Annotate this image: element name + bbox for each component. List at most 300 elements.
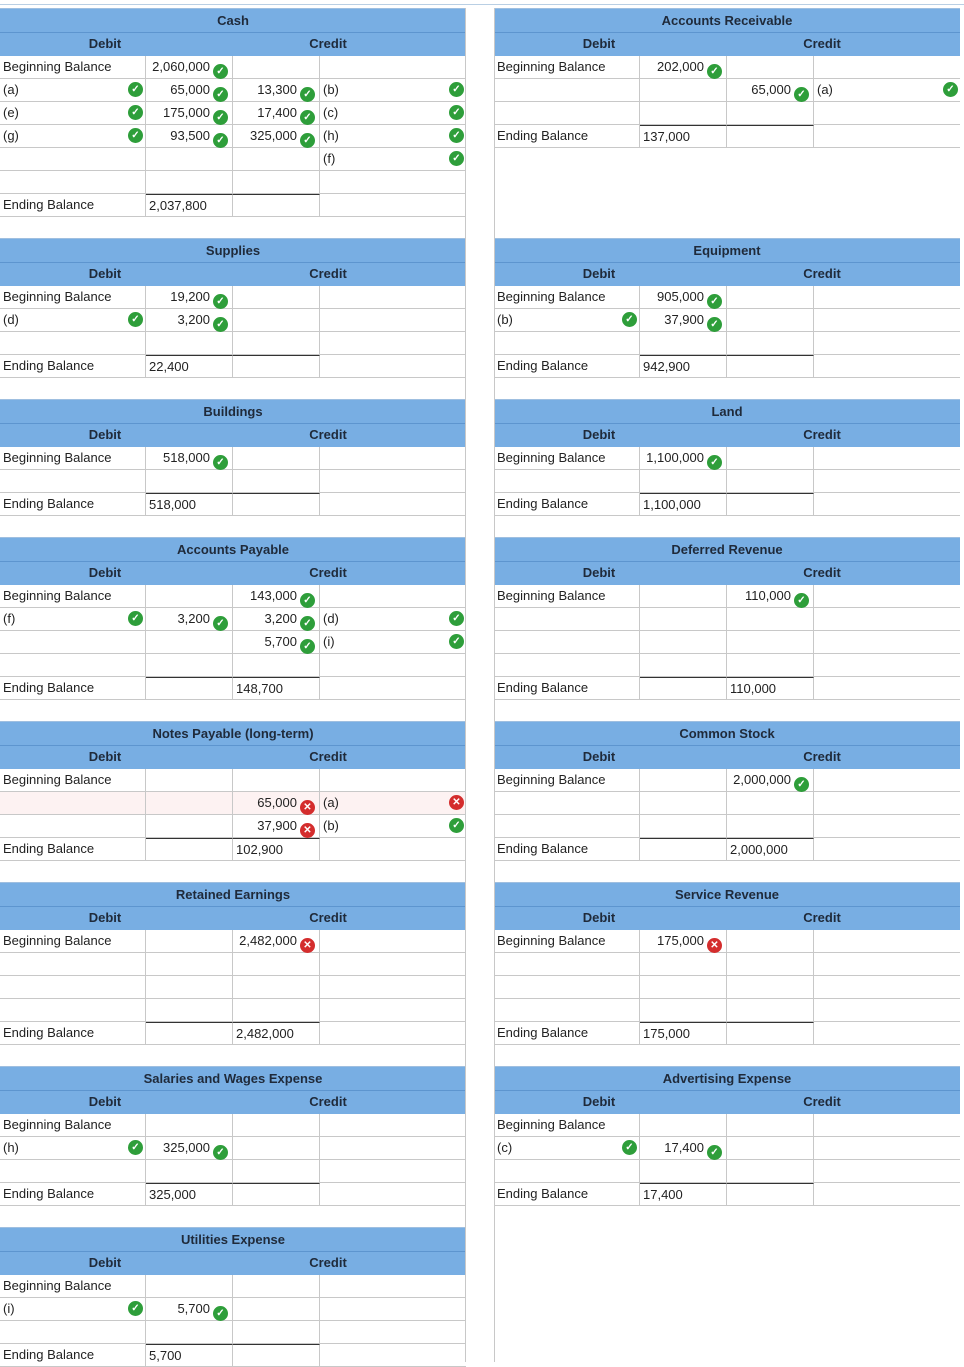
credit-entry-label: [814, 447, 960, 469]
beginning-balance-row: [0, 1114, 466, 1137]
debit-amount[interactable]: [146, 769, 233, 791]
credit-entry-label: [320, 792, 466, 814]
credit-value: 325,000: [250, 128, 297, 143]
debit-amount[interactable]: [640, 355, 727, 377]
credit-amount[interactable]: [233, 171, 320, 193]
credit-amount[interactable]: [233, 792, 320, 814]
debit-amount[interactable]: [146, 585, 233, 607]
credit-amount[interactable]: [233, 470, 320, 492]
credit-amount[interactable]: [727, 102, 814, 124]
credit-amount[interactable]: [727, 125, 814, 147]
debit-value: 942,900: [643, 359, 690, 374]
debit-amount[interactable]: [146, 930, 233, 952]
debit-amount[interactable]: [146, 332, 233, 354]
row-label: [494, 792, 640, 814]
credit-amount[interactable]: [233, 1114, 320, 1136]
debit-amount[interactable]: [640, 838, 727, 860]
account-title: Accounts Receivable: [494, 8, 960, 32]
column-header: [494, 1090, 960, 1114]
entry-row: [0, 102, 466, 125]
debit-value: 518,000: [163, 450, 210, 465]
credit-amount[interactable]: [233, 355, 320, 377]
debit-amount[interactable]: [146, 355, 233, 377]
row-label: [0, 309, 146, 331]
credit-amount[interactable]: [727, 470, 814, 492]
debit-amount[interactable]: [640, 56, 727, 78]
credit-entry-label: [320, 654, 466, 676]
debit-amount[interactable]: [640, 999, 727, 1021]
credit-amount[interactable]: [727, 654, 814, 676]
debit-amount[interactable]: [640, 493, 727, 515]
credit-amount[interactable]: [233, 585, 320, 607]
credit-entry-label: [814, 56, 960, 78]
row-label: [0, 815, 146, 837]
credit-amount[interactable]: [233, 1160, 320, 1182]
debit-amount[interactable]: [146, 608, 233, 630]
credit-value: 3,200: [264, 611, 297, 626]
credit-entry-label: [320, 194, 466, 216]
credit-amount[interactable]: [233, 654, 320, 676]
row-label: [0, 56, 146, 78]
account-title: Utilities Expense: [0, 1227, 466, 1251]
entry-row: [0, 470, 466, 493]
row-label: [0, 171, 146, 193]
row-label: [0, 194, 146, 216]
credit-amount[interactable]: [727, 815, 814, 837]
debit-amount[interactable]: [146, 56, 233, 78]
credit-amount[interactable]: [233, 1183, 320, 1205]
credit-entry-label: [320, 1275, 466, 1297]
debit-amount[interactable]: [146, 1298, 233, 1320]
credit-amount[interactable]: [727, 1114, 814, 1136]
check-circle-icon: ✓: [449, 151, 464, 166]
credit-entry-label: [814, 769, 960, 791]
credit-entry-label: [814, 608, 960, 630]
debit-amount[interactable]: [146, 286, 233, 308]
credit-amount[interactable]: [727, 493, 814, 515]
credit-amount[interactable]: [727, 56, 814, 78]
beginning-balance-row: [494, 447, 960, 470]
credit-amount[interactable]: [233, 608, 320, 630]
check-circle-icon: ✓: [213, 317, 228, 332]
credit-amount[interactable]: [727, 976, 814, 998]
row-label-text: Ending Balance: [3, 1186, 95, 1201]
debit-amount[interactable]: [146, 1022, 233, 1044]
debit-amount[interactable]: [640, 953, 727, 975]
entry-row: [494, 102, 960, 125]
check-circle-icon: ✓: [128, 312, 143, 327]
row-label-text: Beginning Balance: [3, 1117, 112, 1132]
credit-amount[interactable]: [233, 309, 320, 331]
credit-amount[interactable]: [233, 194, 320, 216]
account-title: Retained Earnings: [0, 882, 466, 906]
debit-amount[interactable]: [640, 470, 727, 492]
credit-entry-label: [814, 1183, 960, 1205]
credit-value: 148,700: [236, 681, 283, 696]
credit-amount[interactable]: [233, 1022, 320, 1044]
credit-amount[interactable]: [727, 355, 814, 377]
credit-amount[interactable]: [233, 1321, 320, 1343]
ending-balance-row: [0, 194, 466, 217]
debit-value: 905,000: [657, 289, 704, 304]
credit-amount[interactable]: [233, 953, 320, 975]
debit-amount[interactable]: [640, 815, 727, 837]
debit-amount[interactable]: [146, 1321, 233, 1343]
check-circle-icon: ✓: [213, 1306, 228, 1321]
debit-amount[interactable]: [146, 838, 233, 860]
row-label-text: Ending Balance: [497, 1025, 589, 1040]
row-label: [494, 930, 640, 952]
credit-amount[interactable]: [233, 930, 320, 952]
credit-header: Credit: [803, 427, 841, 442]
beginning-balance-row: [0, 585, 466, 608]
account-title: Accounts Payable: [0, 537, 466, 561]
debit-amount[interactable]: [640, 769, 727, 791]
debit-amount[interactable]: [146, 1275, 233, 1297]
column-header: [0, 1251, 466, 1275]
debit-amount[interactable]: [146, 631, 233, 653]
credit-amount[interactable]: [727, 286, 814, 308]
check-circle-icon: ✓: [128, 1140, 143, 1155]
row-label: [0, 930, 146, 952]
credit-amount[interactable]: [233, 148, 320, 170]
credit-label-text: (d): [323, 611, 339, 626]
credit-amount[interactable]: [233, 1298, 320, 1320]
credit-amount[interactable]: [233, 332, 320, 354]
debit-amount[interactable]: [146, 79, 233, 101]
credit-entry-label: [814, 1114, 960, 1136]
entry-row: [0, 332, 466, 355]
credit-amount[interactable]: [233, 838, 320, 860]
entry-row: [494, 608, 960, 631]
check-circle-icon: ✓: [794, 87, 809, 102]
check-circle-icon: ✓: [213, 294, 228, 309]
row-label: [0, 792, 146, 814]
debit-amount[interactable]: [146, 470, 233, 492]
x-circle-icon: ✕: [449, 795, 464, 810]
credit-amount[interactable]: [727, 792, 814, 814]
debit-amount[interactable]: [640, 1183, 727, 1205]
row-label: [0, 332, 146, 354]
credit-entry-label: [320, 332, 466, 354]
row-label-text: Beginning Balance: [497, 450, 606, 465]
credit-entry-label: [320, 171, 466, 193]
row-label: [0, 493, 146, 515]
entry-row: [494, 1160, 960, 1183]
row-label-text: (c): [497, 1140, 513, 1155]
ending-balance-row: [0, 493, 466, 516]
credit-entry-label: [320, 102, 466, 124]
credit-amount[interactable]: [233, 102, 320, 124]
debit-value: 3,200: [177, 312, 210, 327]
entry-row: [0, 631, 466, 654]
debit-amount[interactable]: [640, 608, 727, 630]
debit-header: Debit: [582, 565, 616, 580]
debit-amount[interactable]: [640, 654, 727, 676]
entry-row: [0, 953, 466, 976]
row-label: [494, 355, 640, 377]
column-header: [0, 906, 466, 930]
debit-value: 202,000: [657, 59, 704, 74]
debit-header: Debit: [582, 427, 616, 442]
debit-amount[interactable]: [640, 286, 727, 308]
credit-amount[interactable]: [727, 677, 814, 699]
row-label-text: Beginning Balance: [497, 289, 606, 304]
row-label: [494, 470, 640, 492]
credit-amount[interactable]: [233, 976, 320, 998]
credit-entry-label: [814, 125, 960, 147]
beginning-balance-row: [0, 930, 466, 953]
debit-amount[interactable]: [640, 79, 727, 101]
debit-amount[interactable]: [146, 677, 233, 699]
credit-amount[interactable]: [727, 1137, 814, 1159]
credit-amount[interactable]: [233, 447, 320, 469]
beginning-balance-row: [0, 769, 466, 792]
debit-amount[interactable]: [146, 171, 233, 193]
account-service-revenue: [494, 882, 960, 1045]
ending-balance-row: [494, 1022, 960, 1045]
account-title: Service Revenue: [494, 882, 960, 906]
debit-amount[interactable]: [146, 792, 233, 814]
debit-amount[interactable]: [146, 815, 233, 837]
credit-label-text: (b): [323, 82, 339, 97]
check-circle-icon: ✓: [300, 110, 315, 125]
credit-amount[interactable]: [233, 79, 320, 101]
credit-header: Credit: [309, 910, 347, 925]
credit-entry-label: [814, 286, 960, 308]
credit-value: 13,300: [257, 82, 297, 97]
debit-value: 325,000: [163, 1140, 210, 1155]
credit-header: Credit: [803, 1094, 841, 1109]
debit-amount[interactable]: [640, 792, 727, 814]
credit-entry-label: [814, 1022, 960, 1044]
row-label: [494, 79, 640, 101]
debit-value: 93,500: [170, 128, 210, 143]
row-label: [494, 976, 640, 998]
debit-amount[interactable]: [640, 976, 727, 998]
debit-amount[interactable]: [640, 309, 727, 331]
credit-entry-label: [814, 585, 960, 607]
account-cash: [0, 8, 466, 217]
debit-value: 325,000: [149, 1187, 196, 1202]
credit-amount[interactable]: [233, 677, 320, 699]
check-circle-icon: ✓: [707, 1145, 722, 1160]
debit-amount[interactable]: [640, 585, 727, 607]
credit-entry-label: [320, 838, 466, 860]
entry-row: [0, 976, 466, 999]
ending-balance-row: [494, 125, 960, 148]
debit-header: Debit: [88, 1094, 122, 1109]
credit-entry-label: [814, 309, 960, 331]
check-circle-icon: ✓: [943, 82, 958, 97]
row-label: [0, 470, 146, 492]
credit-amount[interactable]: [727, 608, 814, 630]
credit-amount[interactable]: [233, 999, 320, 1021]
debit-amount[interactable]: [146, 309, 233, 331]
check-circle-icon: ✓: [449, 105, 464, 120]
row-label-text: (h): [3, 1140, 19, 1155]
account-title: Equipment: [494, 238, 960, 262]
credit-entry-label: [320, 930, 466, 952]
debit-amount[interactable]: [146, 1137, 233, 1159]
row-label-text: Ending Balance: [3, 1025, 95, 1040]
row-label: [0, 999, 146, 1021]
credit-amount[interactable]: [727, 79, 814, 101]
credit-amount[interactable]: [727, 1160, 814, 1182]
row-label: [0, 585, 146, 607]
debit-value: 5,700: [177, 1301, 210, 1316]
credit-amount[interactable]: [233, 1344, 320, 1366]
entry-row: [494, 815, 960, 838]
credit-entry-label: [814, 1160, 960, 1182]
credit-amount[interactable]: [233, 815, 320, 837]
credit-amount[interactable]: [233, 286, 320, 308]
credit-amount[interactable]: [727, 631, 814, 653]
debit-amount[interactable]: [146, 1114, 233, 1136]
row-label: [0, 608, 146, 630]
debit-amount[interactable]: [146, 125, 233, 147]
account-title: Deferred Revenue: [494, 537, 960, 561]
check-circle-icon: ✓: [128, 82, 143, 97]
credit-entry-label: [320, 1022, 466, 1044]
credit-amount[interactable]: [233, 631, 320, 653]
entry-row: [0, 1160, 466, 1183]
debit-amount[interactable]: [640, 677, 727, 699]
debit-amount[interactable]: [146, 1160, 233, 1182]
row-label: [494, 1183, 640, 1205]
check-circle-icon: ✓: [213, 110, 228, 125]
debit-amount[interactable]: [640, 332, 727, 354]
ending-balance-row: [0, 677, 466, 700]
credit-header: Credit: [309, 427, 347, 442]
debit-amount[interactable]: [146, 102, 233, 124]
row-label: [0, 1183, 146, 1205]
debit-amount[interactable]: [640, 102, 727, 124]
beginning-balance-row: [494, 585, 960, 608]
debit-header: Debit: [88, 565, 122, 580]
credit-entry-label: [320, 447, 466, 469]
credit-amount[interactable]: [727, 447, 814, 469]
entry-row: [0, 125, 466, 148]
debit-amount[interactable]: [146, 1344, 233, 1366]
debit-amount[interactable]: [146, 447, 233, 469]
debit-amount[interactable]: [146, 654, 233, 676]
debit-amount[interactable]: [640, 447, 727, 469]
account-accounts-payable: [0, 537, 466, 700]
credit-amount[interactable]: [233, 769, 320, 791]
row-label: [494, 769, 640, 791]
account-title: Advertising Expense: [494, 1066, 960, 1090]
debit-value: 1,100,000: [646, 450, 704, 465]
entry-row: [0, 1298, 466, 1321]
debit-amount[interactable]: [146, 976, 233, 998]
row-label: [0, 355, 146, 377]
column-header: [0, 423, 466, 447]
credit-header: Credit: [309, 1255, 347, 1270]
debit-header: Debit: [582, 266, 616, 281]
column-header: [494, 423, 960, 447]
row-label: [0, 1298, 146, 1320]
credit-entry-label: [814, 470, 960, 492]
credit-amount[interactable]: [233, 125, 320, 147]
debit-amount[interactable]: [640, 1160, 727, 1182]
credit-amount[interactable]: [727, 838, 814, 860]
credit-amount[interactable]: [233, 56, 320, 78]
debit-value: 1,100,000: [643, 497, 701, 512]
credit-label-text: (f): [323, 151, 336, 166]
row-label-text: Ending Balance: [3, 358, 95, 373]
column-header: [0, 32, 466, 56]
debit-value: 17,400: [643, 1187, 683, 1202]
debit-amount[interactable]: [640, 1137, 727, 1159]
credit-header: Credit: [803, 36, 841, 51]
credit-header: Credit: [309, 1094, 347, 1109]
debit-amount[interactable]: [640, 125, 727, 147]
credit-entry-label: [814, 1137, 960, 1159]
debit-amount[interactable]: [146, 194, 233, 216]
credit-amount[interactable]: [727, 999, 814, 1021]
credit-entry-label: [814, 930, 960, 952]
check-circle-icon: ✓: [213, 616, 228, 631]
credit-amount[interactable]: [727, 332, 814, 354]
debit-value: 5,700: [149, 1348, 182, 1363]
credit-amount[interactable]: [727, 1022, 814, 1044]
entry-row: [494, 976, 960, 999]
debit-amount[interactable]: [146, 953, 233, 975]
debit-amount[interactable]: [640, 1114, 727, 1136]
entry-row: [494, 953, 960, 976]
credit-entry-label: [320, 470, 466, 492]
credit-amount[interactable]: [727, 930, 814, 952]
debit-amount[interactable]: [146, 148, 233, 170]
credit-label-text: (b): [323, 818, 339, 833]
credit-amount[interactable]: [727, 769, 814, 791]
credit-amount[interactable]: [233, 493, 320, 515]
credit-amount[interactable]: [727, 1183, 814, 1205]
debit-value: 175,000: [657, 933, 704, 948]
credit-label-text: (a): [323, 795, 339, 810]
row-label-text: Ending Balance: [3, 496, 95, 511]
credit-amount[interactable]: [727, 309, 814, 331]
debit-header: Debit: [88, 266, 122, 281]
credit-value: 2,482,000: [239, 933, 297, 948]
debit-amount[interactable]: [146, 1183, 233, 1205]
debit-amount[interactable]: [640, 930, 727, 952]
row-label-text: Ending Balance: [497, 128, 589, 143]
row-label: [494, 1160, 640, 1182]
row-label-text: Ending Balance: [3, 197, 95, 212]
credit-header: Credit: [803, 565, 841, 580]
debit-amount[interactable]: [146, 493, 233, 515]
credit-label-text: (i): [323, 634, 335, 649]
row-label-text: Ending Balance: [497, 496, 589, 511]
debit-amount[interactable]: [640, 631, 727, 653]
credit-amount[interactable]: [233, 1275, 320, 1297]
credit-amount[interactable]: [233, 1137, 320, 1159]
ending-balance-row: [0, 1344, 466, 1367]
credit-entry-label: [320, 976, 466, 998]
debit-amount[interactable]: [640, 1022, 727, 1044]
ending-balance-row: [494, 838, 960, 861]
credit-label-text: (a): [817, 82, 833, 97]
credit-amount[interactable]: [727, 953, 814, 975]
account-retained-earnings: [0, 882, 466, 1045]
credit-amount[interactable]: [727, 585, 814, 607]
row-label-text: (g): [3, 128, 19, 143]
x-circle-icon: ✕: [300, 800, 315, 815]
debit-amount[interactable]: [146, 999, 233, 1021]
debit-header: Debit: [88, 910, 122, 925]
